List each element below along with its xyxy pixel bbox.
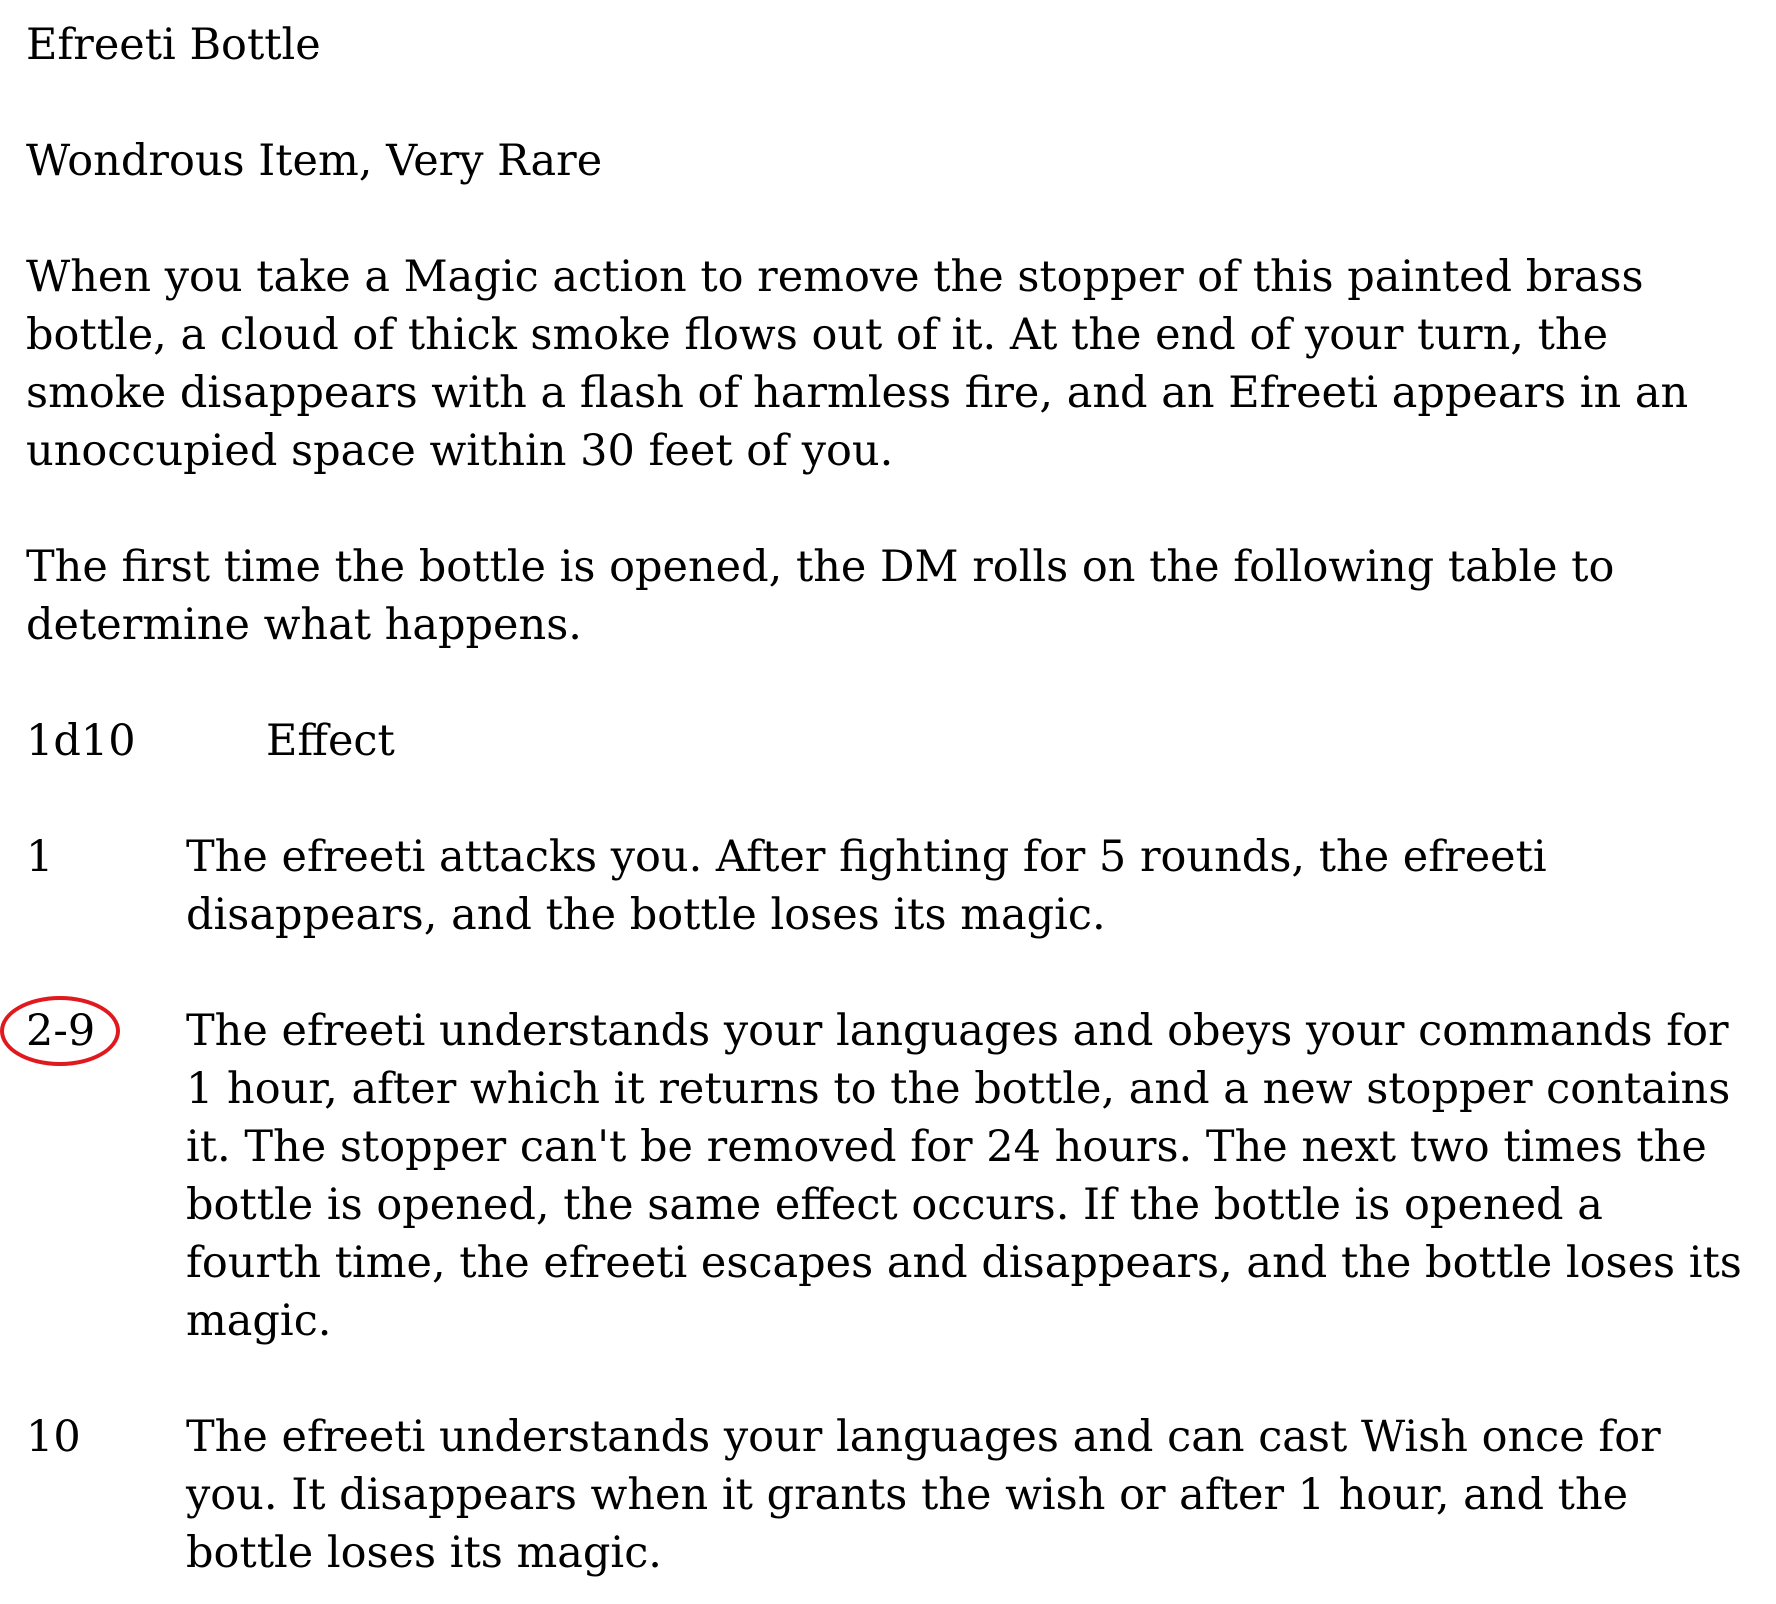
roll-text: 10 (26, 1412, 81, 1462)
item-title: Efreeti Bottle (26, 20, 321, 70)
header-effect: Effect (266, 716, 395, 766)
document (26, 16, 1746, 1582)
table-row (26, 828, 1746, 944)
table-row (26, 1408, 1746, 1582)
effect-text: The efreeti understands your languages and can cast Wish once for you. It disappears when it grants the wish or after 1 hour, and the bottle loses its magic. (186, 1412, 1661, 1578)
item-type-rarity: Wondrous Item, Very Rare (26, 136, 603, 186)
roll-value (26, 1002, 186, 1060)
table-row (26, 1002, 1746, 1350)
item-description: When you take a Magic action to remove the stopper of this painted brass bottle, a cloud of thick smoke flows out of it. At the end of your turn, the smoke disappears with a flash of harmless fire, and an Efreeti appears in an unoccupied space within 30 feet of you. (26, 252, 1689, 476)
effect-table (26, 712, 1746, 1582)
effect-text: The efreeti attacks you. After fighting for 5 rounds, the efreeti disappears, and the bottle loses its magic. (186, 832, 1547, 940)
roll-value (26, 828, 186, 886)
roll-text: 2-9 (26, 1006, 96, 1056)
roll-text: 1 (26, 832, 54, 882)
header-die: 1d10 (26, 716, 136, 766)
roll-value (26, 1408, 186, 1466)
effect-text: The efreeti understands your languages and obeys your commands for 1 hour, after which it returns to the bottle, and a new stopper contains it. The stopper can't be removed for 24 hours. The next two times the bottle is opened, the same effect occurs. If the bottle is opened a fourth time, the efreeti escapes and disappears, and the bottle loses its magic. (186, 1006, 1742, 1346)
table-header (26, 712, 1746, 770)
table-intro: The first time the bottle is opened, the DM rolls on the following table to determine what happens. (26, 542, 1615, 650)
